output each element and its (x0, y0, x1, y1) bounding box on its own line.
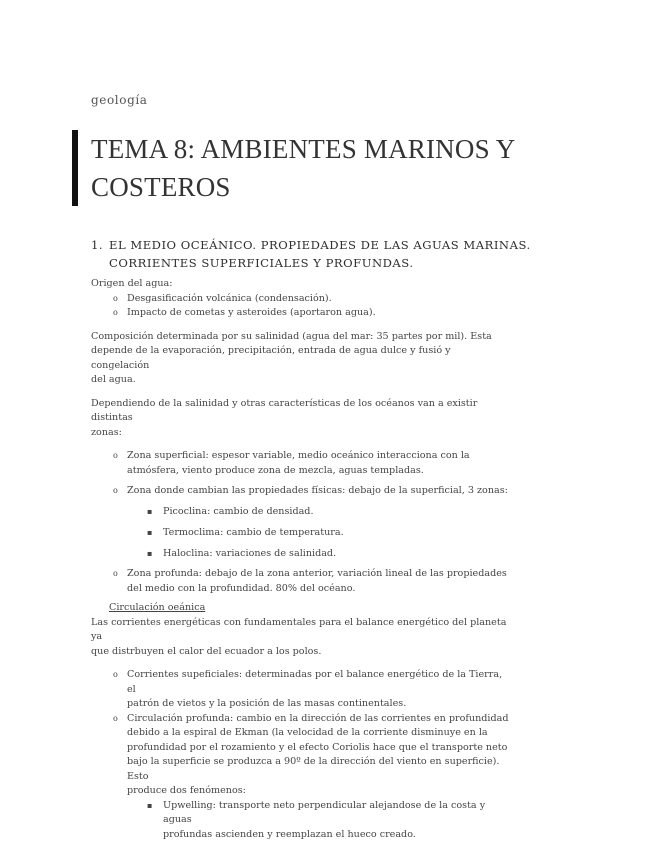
dependiendo-paragraph: Dependiendo de la salinidad y otras características de los océanos van a existir distintas zonas: (91, 397, 478, 438)
fenomenos-list (91, 799, 511, 843)
bullet-circle-icon: o (113, 486, 118, 495)
section-heading-1 (91, 236, 611, 272)
composicion-paragraph: Composición determinada por su salinidad (agua del mar: 35 partes por mil). Esta depende de la evaporación, precipitación, entrada de agua dulce y fusió y congelación del agua. (91, 330, 492, 385)
list-item: ▪ Termoclima: cambio de temperatura. (91, 526, 511, 541)
list-item: o Zona donde cambian las propiedades físicas: debajo de la superficial, 3 zonas: (91, 484, 511, 499)
bullet-square-icon: ▪ (147, 527, 153, 537)
section-heading-line-1: EL MEDIO OCEÁNICO. PROPIEDADES DE LAS AGUAS MARINAS. (109, 238, 531, 252)
list-item: o Impacto de cometas y asteroides (aportaron agua). (91, 306, 511, 321)
list-item: ▪ Picoclina: cambio de densidad. (91, 505, 511, 520)
zona-profunda-list (91, 567, 511, 596)
bullet-circle-icon: o (113, 293, 118, 303)
page-header: geología (91, 93, 148, 107)
list-item: ▪ Haloclina: variaciones de salinidad. (91, 547, 511, 562)
circulacion-paragraph: Las corrientes energéticas con fundamentales para el balance energético del planeta ya que distrbuyen el calor del ecuador a los polos. (91, 616, 507, 657)
subzonas-list (91, 505, 511, 562)
bullet-square-icon: ▪ (147, 800, 153, 810)
title-accent-bar (72, 130, 78, 206)
list-item: ▪ Upwelling: transporte neto perpendicular alejandose de la costa y aguas profundas ascienden y reemplazan el hueco creado. (147, 799, 486, 840)
bullet-square-icon: ▪ (147, 506, 153, 516)
title-line-1: TEMA 8: AMBIENTES MARINOS Y (91, 134, 516, 164)
zonas-list (91, 449, 511, 499)
document-body (91, 277, 511, 842)
list-item: o Circulación profunda: cambio en la dirección de las corrientes en profundidad debido a la espiral de Ekman (la velocidad de la corriente disminuye en la profundidad por el rozamiento y el efecto Coriolis hace que el transporte neto bajo la superficie se produzca a 90º de la dirección del viento en superficie). Esto produce dos fenómenos: (113, 712, 509, 796)
bullet-circle-icon: o (113, 713, 118, 723)
section-heading-line-2: CORRIENTES SUPERFICIALES Y PROFUNDAS. (109, 256, 414, 270)
bullet-circle-icon: o (113, 569, 118, 578)
bullet-square-icon: ▪ (147, 548, 153, 558)
origen-label: Origen del agua: (91, 278, 173, 289)
section-number: 1. (91, 238, 104, 252)
list-item: o Zona superficial: espesor variable, medio oceánico interacciona con la atmósfera, viento produce zona de mezcla, aguas templadas. (113, 450, 470, 476)
title-line-2: COSTEROS (91, 172, 231, 202)
title-block (72, 130, 632, 206)
list-item: o Corrientes supeficiales: determinadas por el balance energético de la Tierra, el patrón de vietos y la posición de las masas continentales. (113, 669, 503, 709)
list-item: o Zona profunda: debajo de la zona anterior, variación lineal de las propiedades del medio con la profundidad. 80% del océano. (113, 568, 507, 594)
bullet-circle-icon: o (113, 308, 118, 317)
circulacion-heading: Circulación oeánica (109, 602, 206, 613)
list-item: o Desgasificación volcánica (condensación). (91, 292, 511, 307)
origen-list (91, 292, 511, 321)
corrientes-list (91, 668, 511, 799)
bullet-circle-icon: o (113, 451, 118, 460)
page-title (91, 130, 632, 206)
bullet-circle-icon: o (113, 670, 118, 679)
